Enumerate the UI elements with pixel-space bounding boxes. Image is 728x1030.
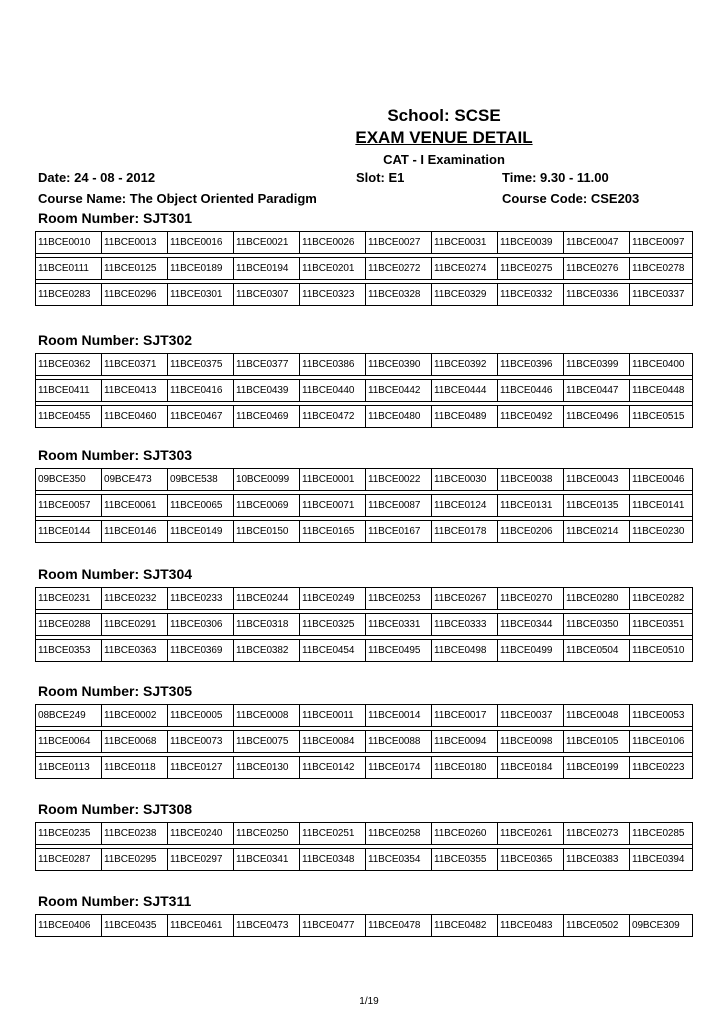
room-number-label: Room Number: SJT311 — [38, 893, 192, 909]
register-number-cell: 11BCE0492 — [498, 406, 564, 428]
register-number-cell: 11BCE0053 — [630, 705, 693, 727]
register-number-cell: 11BCE0495 — [366, 640, 432, 662]
register-number-cell: 11BCE0014 — [366, 705, 432, 727]
register-number-cell: 11BCE0285 — [630, 823, 693, 845]
register-number-cell: 11BCE0022 — [366, 469, 432, 491]
room-number-label: Room Number: SJT303 — [38, 447, 193, 463]
register-number-cell: 11BCE0097 — [630, 232, 693, 254]
register-number-cell: 11BCE0510 — [630, 640, 693, 662]
room-number-label: Room Number: SJT305 — [38, 683, 193, 699]
register-number-cell: 11BCE0206 — [498, 521, 564, 543]
register-number-cell: 11BCE0131 — [498, 495, 564, 517]
register-number-cell: 11BCE0454 — [300, 640, 366, 662]
register-number-cell: 11BCE0275 — [498, 258, 564, 280]
register-number-cell: 11BCE0048 — [564, 705, 630, 727]
room-number-label: Room Number: SJT304 — [38, 566, 193, 582]
register-number-cell: 11BCE0515 — [630, 406, 693, 428]
register-number-cell: 11BCE0064 — [36, 731, 102, 753]
register-number-cell: 11BCE0332 — [498, 284, 564, 306]
register-number-cell: 11BCE0150 — [234, 521, 300, 543]
register-number-cell: 11BCE0250 — [234, 823, 300, 845]
register-number-cell: 11BCE0435 — [102, 915, 168, 937]
register-number-cell: 11BCE0278 — [630, 258, 693, 280]
register-number-cell: 11BCE0106 — [630, 731, 693, 753]
table-row — [36, 614, 693, 636]
register-number-cell: 11BCE0258 — [366, 823, 432, 845]
register-number-cell: 11BCE0295 — [102, 849, 168, 871]
register-number-cell: 11BCE0482 — [432, 915, 498, 937]
register-number-cell: 11BCE0504 — [564, 640, 630, 662]
register-number-cell: 11BCE0472 — [300, 406, 366, 428]
register-number-cell: 11BCE0178 — [432, 521, 498, 543]
register-number-cell: 08BCE249 — [36, 705, 102, 727]
register-number-cell: 11BCE0030 — [432, 469, 498, 491]
room-roster-table — [35, 822, 693, 871]
register-number-cell: 11BCE0272 — [366, 258, 432, 280]
course-name: Course Name: The Object Oriented Paradigm — [38, 191, 317, 206]
register-number-cell: 11BCE0323 — [300, 284, 366, 306]
table-row — [36, 849, 693, 871]
register-number-cell: 11BCE0348 — [300, 849, 366, 871]
register-number-cell: 11BCE0455 — [36, 406, 102, 428]
register-number-cell: 11BCE0113 — [36, 757, 102, 779]
register-number-cell: 11BCE0037 — [498, 705, 564, 727]
table-row — [36, 521, 693, 543]
register-number-cell: 11BCE0057 — [36, 495, 102, 517]
register-number-cell: 11BCE0477 — [300, 915, 366, 937]
register-number-cell: 11BCE0325 — [300, 614, 366, 636]
register-number-cell: 11BCE0382 — [234, 640, 300, 662]
register-number-cell: 11BCE0400 — [630, 354, 693, 376]
register-number-cell: 11BCE0270 — [498, 588, 564, 610]
exam-time: Time: 9.30 - 11.00 — [502, 170, 609, 185]
register-number-cell: 11BCE0010 — [36, 232, 102, 254]
register-number-cell: 11BCE0461 — [168, 915, 234, 937]
register-number-cell: 11BCE0446 — [498, 380, 564, 402]
register-number-cell: 11BCE0223 — [630, 757, 693, 779]
register-number-cell: 11BCE0233 — [168, 588, 234, 610]
register-number-cell: 11BCE0130 — [234, 757, 300, 779]
register-number-cell: 10BCE0099 — [234, 469, 300, 491]
register-number-cell: 11BCE0199 — [564, 757, 630, 779]
register-number-cell: 11BCE0075 — [234, 731, 300, 753]
register-number-cell: 11BCE0483 — [498, 915, 564, 937]
course-code: Course Code: CSE203 — [502, 191, 640, 206]
room-roster-table — [35, 231, 693, 306]
register-number-cell: 11BCE0061 — [102, 495, 168, 517]
register-number-cell: 11BCE0369 — [168, 640, 234, 662]
table-row — [36, 731, 693, 753]
register-number-cell: 11BCE0499 — [498, 640, 564, 662]
register-number-cell: 11BCE0354 — [366, 849, 432, 871]
register-number-cell: 11BCE0282 — [630, 588, 693, 610]
register-number-cell: 11BCE0363 — [102, 640, 168, 662]
register-number-cell: 11BCE0087 — [366, 495, 432, 517]
table-row — [36, 588, 693, 610]
register-number-cell: 11BCE0214 — [564, 521, 630, 543]
table-row — [36, 469, 693, 491]
register-number-cell: 11BCE0390 — [366, 354, 432, 376]
register-number-cell: 11BCE0069 — [234, 495, 300, 517]
register-number-cell: 09BCE538 — [168, 469, 234, 491]
register-number-cell: 11BCE0043 — [564, 469, 630, 491]
register-number-cell: 11BCE0273 — [564, 823, 630, 845]
register-number-cell: 11BCE0301 — [168, 284, 234, 306]
register-number-cell: 11BCE0026 — [300, 232, 366, 254]
register-number-cell: 11BCE0002 — [102, 705, 168, 727]
register-number-cell: 11BCE0231 — [36, 588, 102, 610]
register-number-cell: 11BCE0291 — [102, 614, 168, 636]
table-row — [36, 495, 693, 517]
room-number-label: Room Number: SJT308 — [38, 801, 193, 817]
register-number-cell: 11BCE0149 — [168, 521, 234, 543]
register-number-cell: 11BCE0341 — [234, 849, 300, 871]
register-number-cell: 11BCE0167 — [366, 521, 432, 543]
register-number-cell: 11BCE0194 — [234, 258, 300, 280]
register-number-cell: 11BCE0201 — [300, 258, 366, 280]
register-number-cell: 11BCE0328 — [366, 284, 432, 306]
register-number-cell: 11BCE0027 — [366, 232, 432, 254]
exam-name: CAT - I Examination — [383, 152, 505, 167]
register-number-cell: 11BCE0249 — [300, 588, 366, 610]
register-number-cell: 11BCE0235 — [36, 823, 102, 845]
register-number-cell: 11BCE0473 — [234, 915, 300, 937]
register-number-cell: 11BCE0478 — [366, 915, 432, 937]
register-number-cell: 11BCE0240 — [168, 823, 234, 845]
register-number-cell: 11BCE0280 — [564, 588, 630, 610]
register-number-cell: 11BCE0306 — [168, 614, 234, 636]
register-number-cell: 11BCE0127 — [168, 757, 234, 779]
table-row — [36, 823, 693, 845]
register-number-cell: 11BCE0276 — [564, 258, 630, 280]
register-number-cell: 11BCE0350 — [564, 614, 630, 636]
register-number-cell: 11BCE0496 — [564, 406, 630, 428]
register-number-cell: 11BCE0047 — [564, 232, 630, 254]
table-row — [36, 354, 693, 376]
register-number-cell: 11BCE0502 — [564, 915, 630, 937]
exam-slot: Slot: E1 — [356, 170, 405, 185]
room-number-label: Room Number: SJT302 — [38, 332, 193, 348]
register-number-cell: 11BCE0386 — [300, 354, 366, 376]
register-number-cell: 11BCE0307 — [234, 284, 300, 306]
room-roster-table — [35, 704, 693, 779]
register-number-cell: 11BCE0413 — [102, 380, 168, 402]
table-row — [36, 757, 693, 779]
register-number-cell: 11BCE0351 — [630, 614, 693, 636]
register-number-cell: 11BCE0021 — [234, 232, 300, 254]
register-number-cell: 11BCE0396 — [498, 354, 564, 376]
table-row — [36, 406, 693, 428]
register-number-cell: 11BCE0141 — [630, 495, 693, 517]
register-number-cell: 11BCE0371 — [102, 354, 168, 376]
school-title: School: SCSE — [387, 106, 501, 125]
register-number-cell: 11BCE0088 — [366, 731, 432, 753]
register-number-cell: 11BCE0180 — [432, 757, 498, 779]
register-number-cell: 11BCE0046 — [630, 469, 693, 491]
register-number-cell: 11BCE0406 — [36, 915, 102, 937]
table-row — [36, 380, 693, 402]
exam-date: Date: 24 - 08 - 2012 — [38, 170, 156, 185]
register-number-cell: 11BCE0031 — [432, 232, 498, 254]
register-number-cell: 11BCE0068 — [102, 731, 168, 753]
register-number-cell: 11BCE0105 — [564, 731, 630, 753]
register-number-cell: 11BCE0261 — [498, 823, 564, 845]
register-number-cell: 11BCE0253 — [366, 588, 432, 610]
register-number-cell: 11BCE0329 — [432, 284, 498, 306]
register-number-cell: 11BCE0011 — [300, 705, 366, 727]
document-title: EXAM VENUE DETAIL — [355, 128, 533, 147]
room-roster-table — [35, 587, 693, 662]
table-row — [36, 284, 693, 306]
register-number-cell: 11BCE0336 — [564, 284, 630, 306]
register-number-cell: 11BCE0165 — [300, 521, 366, 543]
register-number-cell: 11BCE0094 — [432, 731, 498, 753]
register-number-cell: 11BCE0111 — [36, 258, 102, 280]
register-number-cell: 11BCE0355 — [432, 849, 498, 871]
register-number-cell: 11BCE0001 — [300, 469, 366, 491]
register-number-cell: 11BCE0489 — [432, 406, 498, 428]
register-number-cell: 11BCE0399 — [564, 354, 630, 376]
room-number-label: Room Number: SJT301 — [38, 210, 193, 226]
register-number-cell: 11BCE0065 — [168, 495, 234, 517]
register-number-cell: 11BCE0362 — [36, 354, 102, 376]
register-number-cell: 11BCE0287 — [36, 849, 102, 871]
register-number-cell: 11BCE0480 — [366, 406, 432, 428]
table-row — [36, 232, 693, 254]
register-number-cell: 11BCE0174 — [366, 757, 432, 779]
register-number-cell: 11BCE0394 — [630, 849, 693, 871]
register-number-cell: 11BCE0444 — [432, 380, 498, 402]
register-number-cell: 11BCE0073 — [168, 731, 234, 753]
register-number-cell: 11BCE0411 — [36, 380, 102, 402]
register-number-cell: 11BCE0230 — [630, 521, 693, 543]
register-number-cell: 11BCE0013 — [102, 232, 168, 254]
register-number-cell: 11BCE0251 — [300, 823, 366, 845]
register-number-cell: 11BCE0267 — [432, 588, 498, 610]
register-number-cell: 09BCE350 — [36, 469, 102, 491]
table-row — [36, 915, 693, 937]
register-number-cell: 11BCE0016 — [168, 232, 234, 254]
register-number-cell: 11BCE0146 — [102, 521, 168, 543]
room-roster-table — [35, 914, 693, 937]
table-row — [36, 640, 693, 662]
register-number-cell: 11BCE0375 — [168, 354, 234, 376]
register-number-cell: 11BCE0467 — [168, 406, 234, 428]
register-number-cell: 11BCE0447 — [564, 380, 630, 402]
register-number-cell: 11BCE0442 — [366, 380, 432, 402]
register-number-cell: 09BCE309 — [630, 915, 693, 937]
register-number-cell: 11BCE0142 — [300, 757, 366, 779]
register-number-cell: 11BCE0337 — [630, 284, 693, 306]
register-number-cell: 11BCE0344 — [498, 614, 564, 636]
register-number-cell: 11BCE0124 — [432, 495, 498, 517]
register-number-cell: 11BCE0144 — [36, 521, 102, 543]
table-row — [36, 705, 693, 727]
page-number: 1/19 — [359, 996, 379, 1007]
register-number-cell: 11BCE0260 — [432, 823, 498, 845]
table-row — [36, 258, 693, 280]
register-number-cell: 11BCE0274 — [432, 258, 498, 280]
register-number-cell: 11BCE0039 — [498, 232, 564, 254]
register-number-cell: 11BCE0071 — [300, 495, 366, 517]
register-number-cell: 11BCE0189 — [168, 258, 234, 280]
register-number-cell: 11BCE0460 — [102, 406, 168, 428]
register-number-cell: 11BCE0383 — [564, 849, 630, 871]
register-number-cell: 11BCE0439 — [234, 380, 300, 402]
register-number-cell: 11BCE0008 — [234, 705, 300, 727]
register-number-cell: 11BCE0244 — [234, 588, 300, 610]
register-number-cell: 11BCE0353 — [36, 640, 102, 662]
register-number-cell: 11BCE0318 — [234, 614, 300, 636]
register-number-cell: 11BCE0440 — [300, 380, 366, 402]
register-number-cell: 11BCE0469 — [234, 406, 300, 428]
register-number-cell: 11BCE0333 — [432, 614, 498, 636]
register-number-cell: 11BCE0184 — [498, 757, 564, 779]
register-number-cell: 11BCE0288 — [36, 614, 102, 636]
register-number-cell: 11BCE0297 — [168, 849, 234, 871]
room-roster-table — [35, 468, 693, 543]
register-number-cell: 09BCE473 — [102, 469, 168, 491]
register-number-cell: 11BCE0296 — [102, 284, 168, 306]
register-number-cell: 11BCE0498 — [432, 640, 498, 662]
register-number-cell: 11BCE0125 — [102, 258, 168, 280]
register-number-cell: 11BCE0017 — [432, 705, 498, 727]
register-number-cell: 11BCE0238 — [102, 823, 168, 845]
register-number-cell: 11BCE0416 — [168, 380, 234, 402]
register-number-cell: 11BCE0084 — [300, 731, 366, 753]
register-number-cell: 11BCE0377 — [234, 354, 300, 376]
register-number-cell: 11BCE0365 — [498, 849, 564, 871]
register-number-cell: 11BCE0232 — [102, 588, 168, 610]
room-roster-table — [35, 353, 693, 428]
register-number-cell: 11BCE0038 — [498, 469, 564, 491]
register-number-cell: 11BCE0392 — [432, 354, 498, 376]
register-number-cell: 11BCE0331 — [366, 614, 432, 636]
register-number-cell: 11BCE0118 — [102, 757, 168, 779]
register-number-cell: 11BCE0135 — [564, 495, 630, 517]
register-number-cell: 11BCE0448 — [630, 380, 693, 402]
register-number-cell: 11BCE0283 — [36, 284, 102, 306]
register-number-cell: 11BCE0005 — [168, 705, 234, 727]
register-number-cell: 11BCE0098 — [498, 731, 564, 753]
